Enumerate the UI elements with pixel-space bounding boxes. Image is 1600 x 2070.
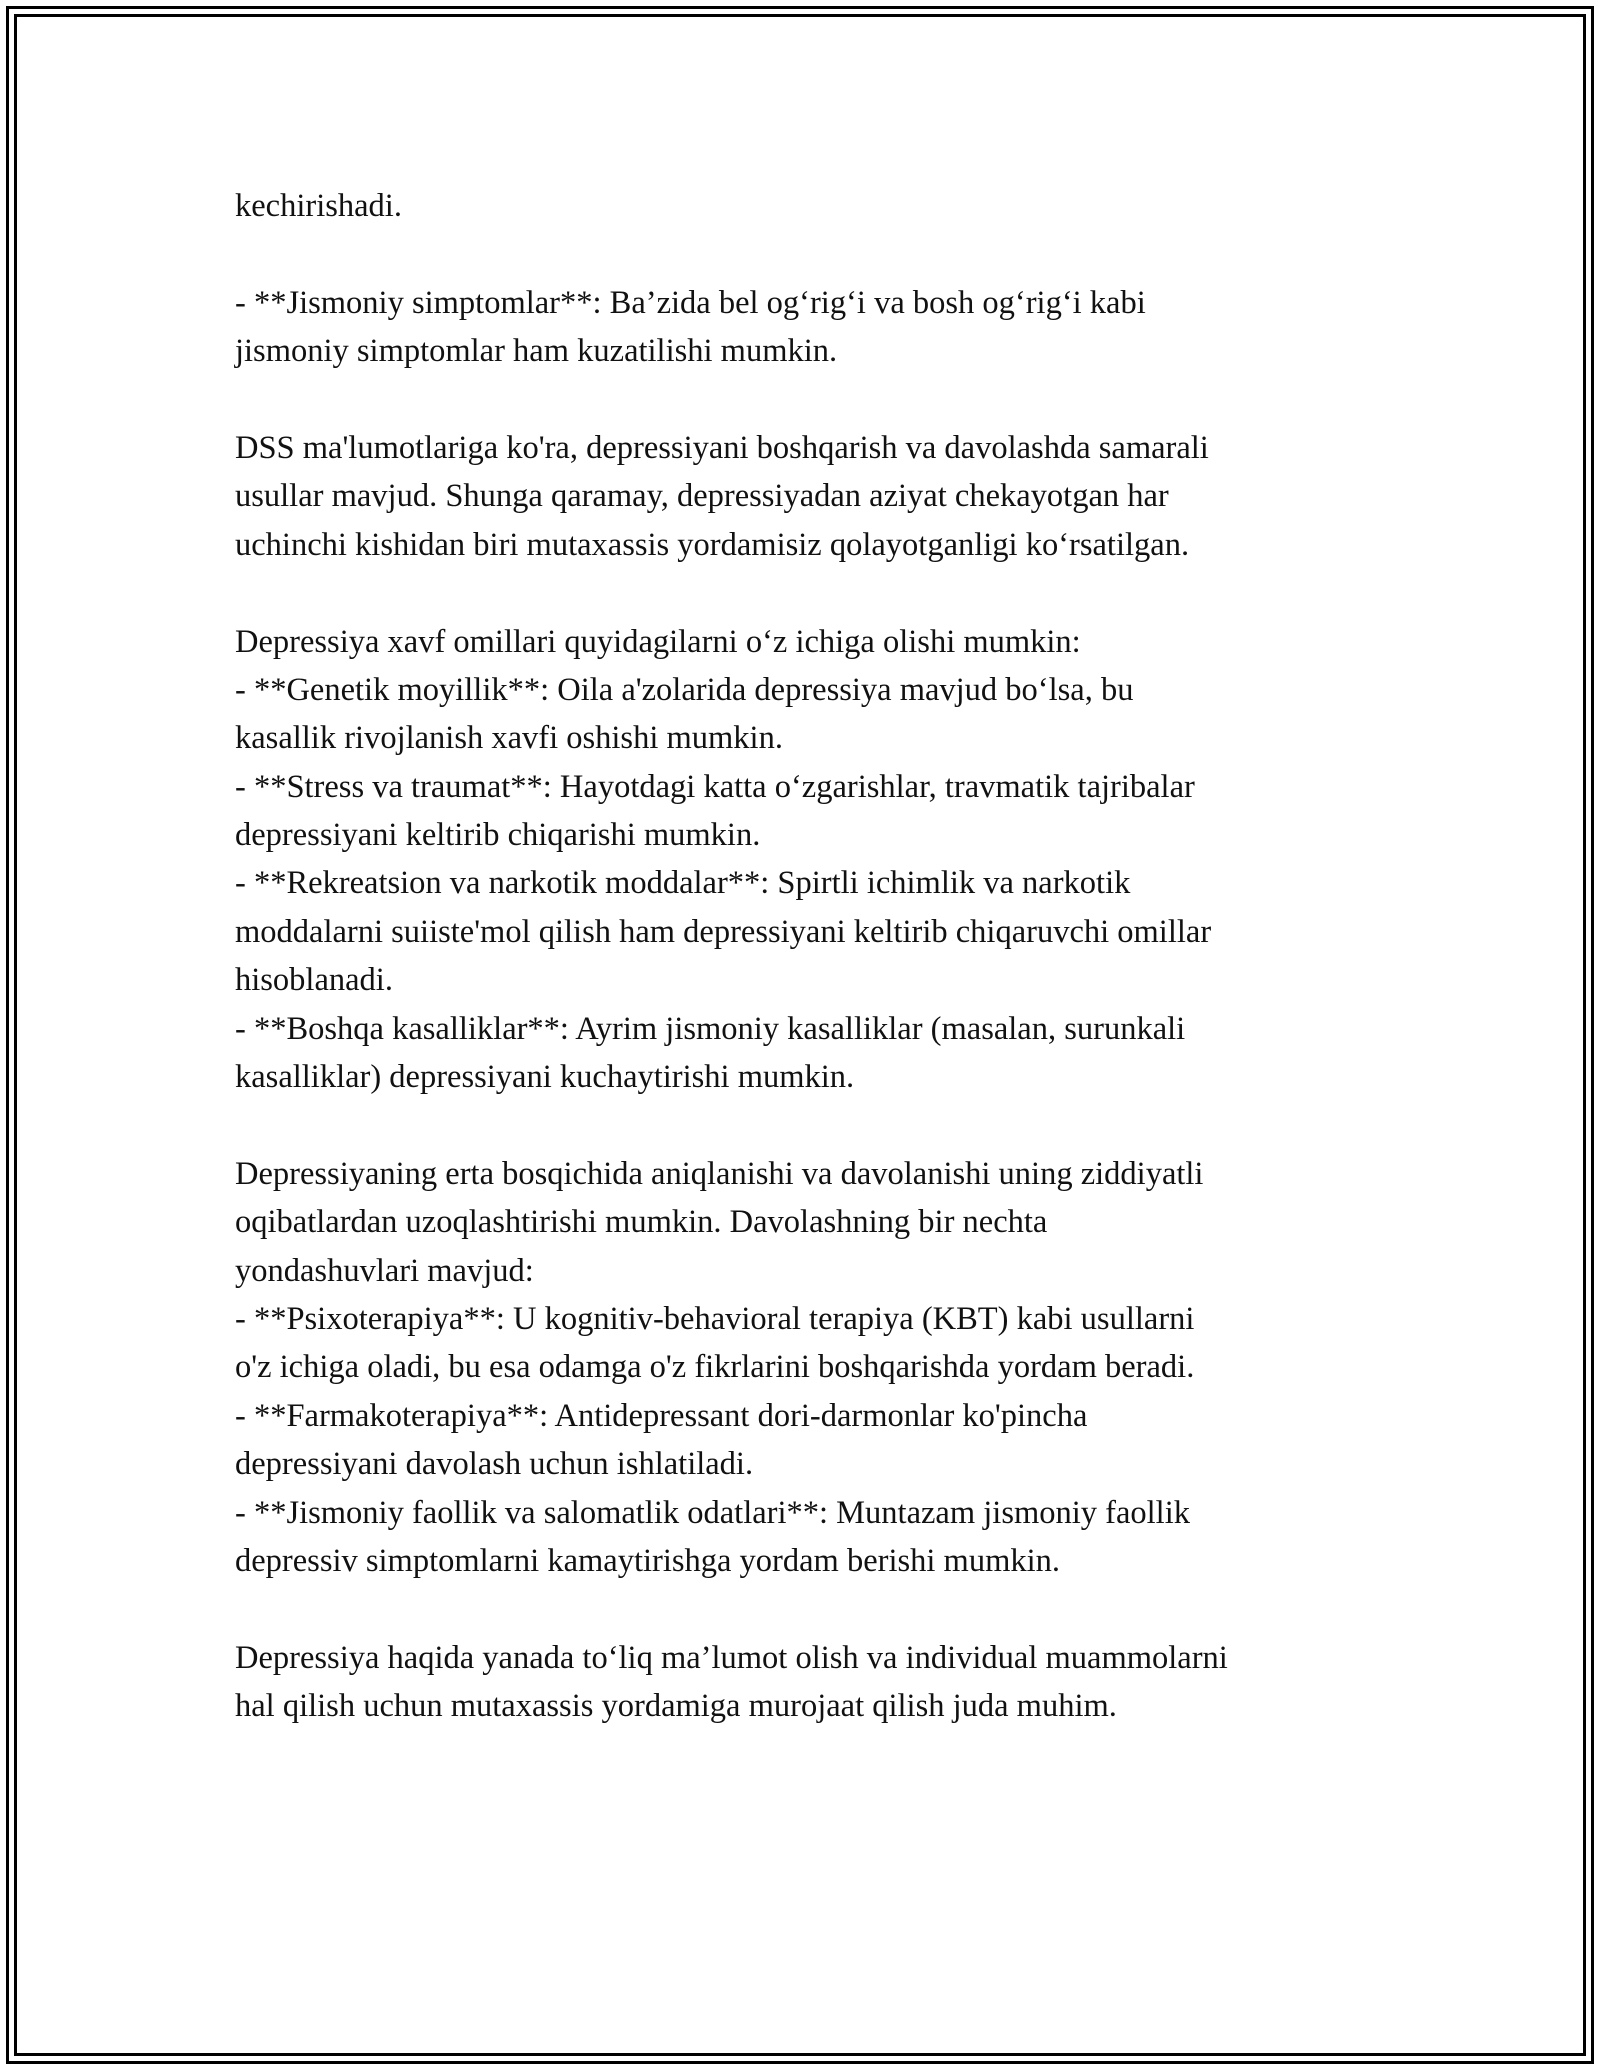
text-line: depressiyani keltirib chiqarishi mumkin. [235,817,761,854]
text-line: kasallik rivojlanish xavfi oshishi mumkin. [235,720,783,757]
text-line: oqibatlardan uzoqlashtirishi mumkin. Davolashning bir nechta [235,1204,1048,1241]
blank-line [235,1101,1385,1149]
text-line: - **Jismoniy simptomlar**: Ba’zida bel og‘rig‘i va bosh og‘rig‘i kabi [235,284,1146,321]
text-line: Depressiya haqida yanada to‘liq ma’lumot olish va individual muammolarni [235,1639,1228,1676]
text-line: usullar mavjud. Shunga qaramay, depressiyadan aziyat chekayotgan har [235,478,1169,515]
blank-line [235,569,1385,617]
text-line: moddalarni suiiste'mol qilish ham depressiyani keltirib chiqaruvchi omillar [235,913,1212,950]
text-line: - **Psixoterapiya**: U kognitiv-behavioral terapiya (KBT) kabi usullarni [235,1300,1195,1337]
text-line: - **Rekreatsion va narkotik moddalar**: Spirtli ichimlik va narkotik [235,865,1131,902]
text-line: uchinchi kishidan biri mutaxassis yordamisiz qolayotganligi ko‘rsatilgan. [235,526,1190,563]
text-line: Depressiyaning erta bosqichida aniqlanishi va davolanishi uning ziddiyatli [235,1155,1204,1192]
text-line: jismoniy simptomlar ham kuzatilishi mumkin. [235,333,838,370]
text-line: - **Boshqa kasalliklar**: Ayrim jismoniy kasalliklar (masalan, surunkali [235,1010,1186,1047]
text-line: o'z ichiga oladi, bu esa odamga o'z fikrlarini boshqarishda yordam beradi. [235,1349,1195,1386]
text-line: depressiyani davolash uchun ishlatiladi. [235,1446,754,1483]
document-body [235,182,1385,1731]
text-line: - **Genetik moyillik**: Oila a'zolarida depressiya mavjud bo‘lsa, bu [235,671,1134,708]
text-line: - **Stress va traumat**: Hayotdagi katta o‘zgarishlar, travmatik tajribalar [235,768,1195,805]
text-line: - **Farmakoterapiya**: Antidepressant dori-darmonlar ko'pincha [235,1397,1088,1434]
text-line: - **Jismoniy faollik va salomatlik odatlari**: Muntazam jismoniy faollik [235,1494,1190,1531]
text-line: yondashuvlari mavjud: [235,1252,534,1289]
text-line: Depressiya xavf omillari quyidagilarni o‘z ichiga olishi mumkin: [235,623,1081,660]
text-line: hal qilish uchun mutaxassis yordamiga murojaat qilish juda muhim. [235,1688,1117,1725]
text-line: kechirishadi. [235,188,402,224]
text-line: kasalliklar) depressiyani kuchaytirishi mumkin. [235,1059,855,1096]
text-line: depressiv simptomlarni kamaytirishga yordam berishi mumkin. [235,1542,1061,1579]
blank-line [235,230,1385,278]
text-line: hisoblanadi. [235,962,393,999]
text-line: DSS ma'lumotlariga ko'ra, depressiyani boshqarish va davolashda samarali [235,429,1209,466]
blank-line [235,1585,1385,1633]
blank-line [235,376,1385,424]
